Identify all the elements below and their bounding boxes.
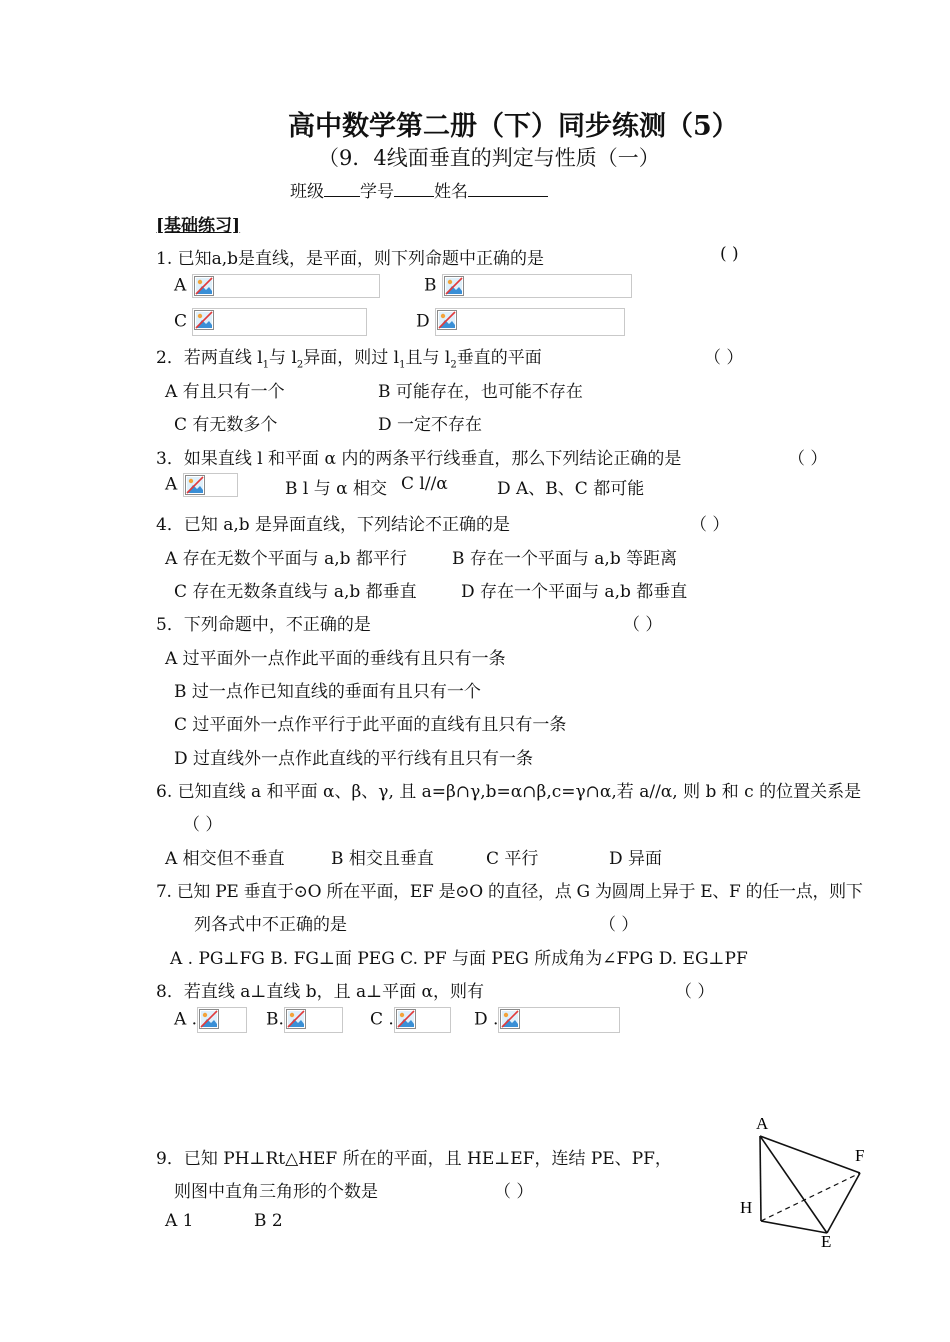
- q7-text-line2: 列各式中不正确的是: [194, 915, 347, 935]
- q1-paren: ( ): [720, 244, 739, 264]
- name-label: 姓名: [434, 182, 468, 202]
- broken-image-icon: [396, 1009, 416, 1029]
- q9-paren: （ ）: [494, 1182, 534, 1202]
- q2-text-part: 且与 l: [405, 348, 451, 368]
- broken-image-placeholder: [183, 473, 238, 497]
- broken-image-icon: [444, 276, 464, 296]
- q8-option-c-label: C .: [370, 1009, 394, 1030]
- q2-text-part: 与 l: [269, 348, 297, 368]
- q8-paren: （ ）: [675, 982, 715, 1002]
- broken-image-placeholder: [435, 308, 625, 336]
- q2-text-part: 2．若两直线 l: [156, 348, 263, 368]
- q3-option-a: [165, 473, 238, 497]
- q4-text: 4．已知 a,b 是异面直线，下列结论不正确的是: [156, 515, 511, 535]
- q8-option-d-label: D .: [474, 1009, 499, 1030]
- q1-text: 1. 已知a,b是直线，是平面，则下列命题中正确的是: [156, 249, 545, 269]
- q1-option-d-label: D: [416, 311, 430, 332]
- label-h: H: [740, 1198, 753, 1217]
- broken-image-icon: [199, 1009, 219, 1029]
- edge-a-e: [760, 1136, 827, 1233]
- label-a: A: [756, 1114, 769, 1133]
- edge-h-f-dashed: [761, 1173, 860, 1221]
- q2-paren: （ ）: [704, 348, 744, 368]
- id-label: 学号: [360, 182, 394, 202]
- q4-option-b: B 存在一个平面与 a,b 等距离: [452, 549, 678, 569]
- q9-option-a: A 1: [165, 1211, 194, 1231]
- broken-image-icon: [437, 310, 457, 330]
- q3-paren: （ ）: [788, 449, 828, 469]
- page-subtitle: （9．4线面垂直的判定与性质（一）: [318, 146, 660, 170]
- q2-subscript: 2: [450, 359, 457, 371]
- broken-image-icon: [286, 1009, 306, 1029]
- q6-option-d: D 异面: [609, 849, 663, 869]
- q5-option-c: C 过平面外一点作平行于此平面的直线有且只有一条: [174, 715, 567, 735]
- broken-image-icon: [194, 276, 214, 296]
- q9-option-b: B 2: [254, 1211, 283, 1231]
- q1-option-a-label: A: [174, 275, 187, 296]
- q1-option-c-label: C: [174, 311, 188, 332]
- broken-image-placeholder: [284, 1007, 343, 1033]
- q8-text: 8．若直线 a⊥直线 b，且 a⊥平面 α，则有: [156, 982, 485, 1002]
- q2-option-d: D 一定不存在: [378, 415, 483, 435]
- q3-option-c: C l//α: [401, 474, 448, 494]
- student-info: [290, 177, 548, 202]
- broken-image-icon: [500, 1009, 520, 1029]
- q3-option-a-label: A: [165, 474, 178, 495]
- q9-text-line1: 9．已知 PH⊥Rt△HEF 所在的平面，且 HE⊥EF，连结 PE、PF，: [156, 1149, 672, 1169]
- edge-f-e: [827, 1173, 860, 1233]
- edge-h-e: [761, 1221, 827, 1233]
- label-e: E: [821, 1232, 832, 1251]
- q1-option-a: [174, 274, 380, 298]
- class-label: 班级: [290, 182, 324, 202]
- name-field[interactable]: [468, 178, 548, 197]
- q4-option-d: D 存在一个平面与 a,b 都垂直: [461, 582, 688, 602]
- q2-subscript: 2: [296, 359, 304, 371]
- label-f: F: [855, 1146, 865, 1165]
- q8-option-c: [370, 1007, 451, 1033]
- q2-subscript: 1: [262, 359, 270, 371]
- q7-options: A . PG⊥FG B. FG⊥面 PEG C. PF 与面 PEG 所成角为∠FPG D. EG⊥PF: [170, 949, 748, 969]
- q4-paren: （ ）: [690, 515, 730, 535]
- section-heading: [基础练习]: [156, 216, 241, 236]
- q5-option-a: A 过平面外一点作此平面的垂线有且只有一条: [165, 649, 506, 669]
- q3-option-d: D A、B、C 都可能: [497, 479, 645, 499]
- edge-a-h: [760, 1136, 761, 1221]
- q3-option-b: B l 与 α 相交: [285, 479, 388, 499]
- broken-image-icon: [194, 310, 214, 330]
- broken-image-placeholder: [197, 1007, 247, 1033]
- q7-paren: （ ）: [599, 915, 639, 935]
- q6-option-c: C 平行: [486, 849, 539, 869]
- class-field[interactable]: [324, 178, 360, 197]
- q8-option-a: [174, 1007, 247, 1033]
- id-field[interactable]: [394, 178, 434, 197]
- q3-text: 3．如果直线 l 和平面 α 内的两条平行线垂直，那么下列结论正确的是: [156, 449, 682, 469]
- q1-option-c: [174, 308, 367, 336]
- q2-option-b: B 可能存在，也可能不存在: [378, 382, 583, 402]
- geometry-figure: [730, 1105, 880, 1255]
- q8-option-a-label: A .: [174, 1009, 198, 1030]
- q4-option-a: A 存在无数个平面与 a,b 都平行: [165, 549, 407, 569]
- q5-paren: （ ）: [623, 615, 663, 635]
- q6-option-a: A 相交但不垂直: [165, 849, 285, 869]
- broken-image-placeholder: [498, 1007, 620, 1033]
- q6-paren: （ ）: [183, 815, 223, 835]
- q4-option-c: C 存在无数条直线与 a,b 都垂直: [174, 582, 417, 602]
- q2-text-part: 垂直的平面: [456, 348, 542, 368]
- edge-a-f: [760, 1136, 860, 1173]
- q7-text-line1: 7. 已知 PE 垂直于⊙O 所在平面，EF 是⊙O 的直径，点 G 为圆周上异于 E、F 的任一点，则下: [156, 882, 863, 902]
- broken-image-placeholder: [192, 274, 380, 298]
- q5-option-b: B 过一点作已知直线的垂面有且只有一个: [174, 682, 481, 702]
- page-title: 高中数学第二册（下）同步练测（5）: [288, 111, 739, 142]
- q8-option-b: [266, 1007, 343, 1033]
- q9-text-line2: 则图中直角三角形的个数是: [174, 1182, 378, 1202]
- q5-option-d: D 过直线外一点作此直线的平行线有且只有一条: [174, 749, 534, 769]
- broken-image-placeholder: [442, 274, 632, 298]
- q2-subscript: 1: [399, 359, 406, 371]
- q8-option-d: [474, 1007, 620, 1033]
- q1-option-b-label: B: [424, 275, 437, 296]
- q6-text: 6. 已知直线 a 和平面 α、β、γ, 且 a=β∩γ,b=α∩β,c=γ∩α,若 a//α, 则 b 和 c 的位置关系是: [156, 782, 862, 802]
- broken-image-placeholder: [394, 1007, 451, 1033]
- q2-option-c: C 有无数多个: [174, 415, 278, 435]
- q5-text: 5．下列命题中，不正确的是: [156, 615, 371, 635]
- q8-option-b-label: B.: [266, 1009, 284, 1030]
- q1-option-d: [416, 308, 625, 336]
- broken-image-icon: [185, 475, 205, 495]
- q2-text-part: 异面，则过 l: [303, 348, 400, 368]
- q1-option-b: [424, 274, 632, 298]
- q2-text: [156, 343, 542, 370]
- broken-image-placeholder: [192, 308, 367, 336]
- q6-option-b: B 相交且垂直: [331, 849, 434, 869]
- q2-option-a: A 有且只有一个: [165, 382, 285, 402]
